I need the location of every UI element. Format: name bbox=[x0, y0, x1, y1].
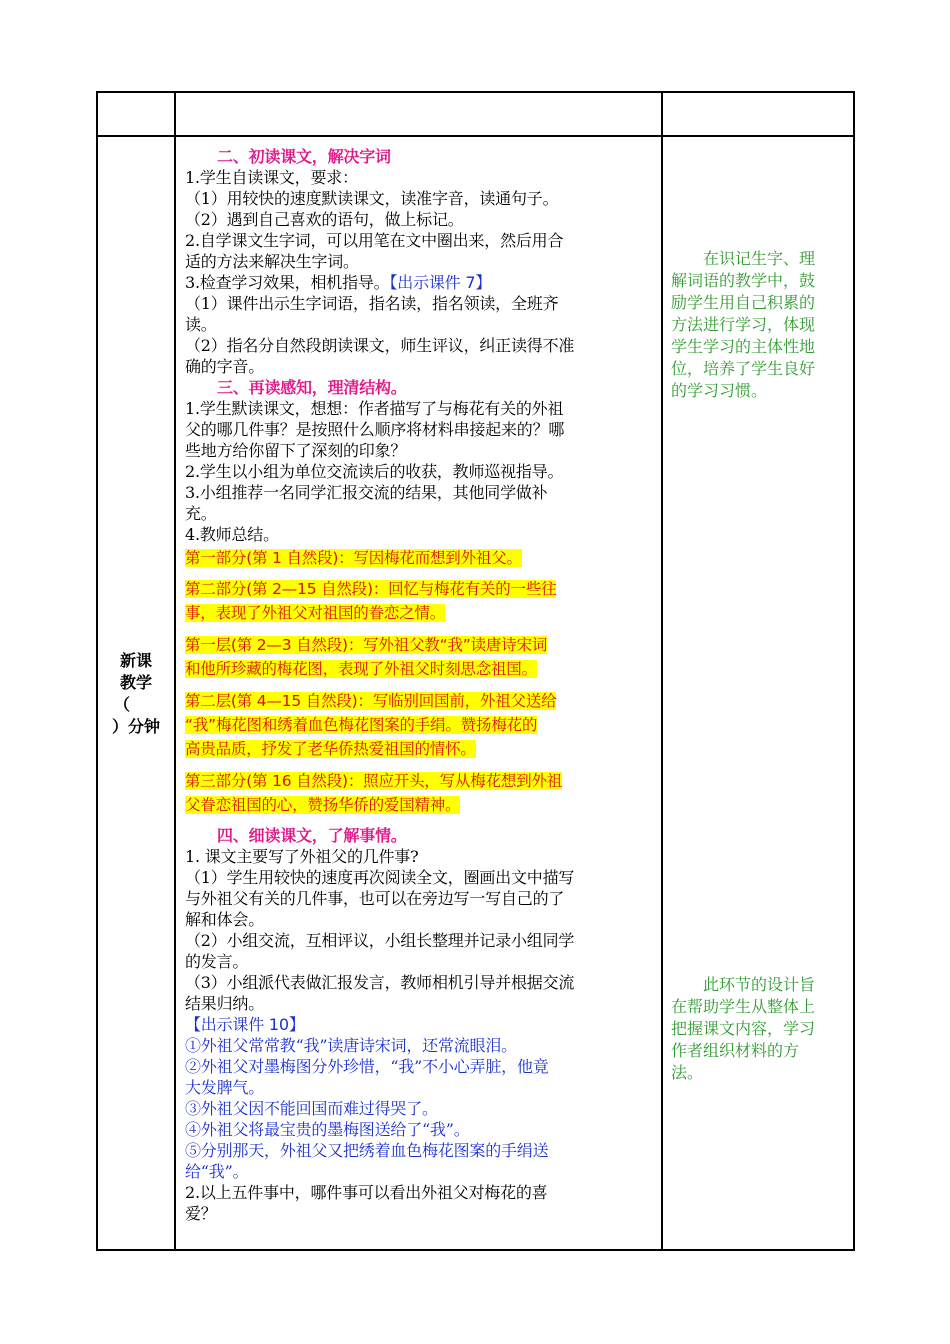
content-line: 些地方给你留下了深刻的印象？ bbox=[185, 441, 407, 460]
structure-part-1 bbox=[185, 547, 660, 569]
content-line: （1）课件出示生字词语，指名读，指名领读，全班齐 bbox=[185, 294, 559, 313]
event-item: ②外祖父对墨梅图分外珍惜，“我”不小心弄脏，他竟 bbox=[185, 1057, 549, 1076]
section-heading-3: 三、再读感知，理清结构。 bbox=[217, 378, 407, 397]
content-line: 读。 bbox=[185, 315, 217, 334]
row-label-line: 教学 bbox=[119, 673, 152, 692]
highlight-text: 第二部分(第 2—15 自然段)：回忆与梅花有关的一些往 bbox=[185, 580, 557, 598]
content-line: （2）指名分自然段朗读课文，师生评议，纠正读得不准 bbox=[185, 336, 575, 355]
content-line: （3）小组派代表做汇报发言，教师相机引导并根据交流 bbox=[185, 973, 575, 992]
content-line: （1）用较快的速度默读课文，读准字音，读通句子。 bbox=[185, 189, 559, 208]
note-line: 作者组织材料的方 bbox=[671, 1041, 800, 1060]
content-line: 1.学生默读课文，想想：作者描写了与梅花有关的外祖 bbox=[185, 399, 564, 418]
structure-layer-2 bbox=[185, 689, 660, 761]
note-line: 方法进行学习，体现 bbox=[671, 315, 816, 334]
content-line: 2.学生以小组为单位交流读后的收获，教师巡视指导。 bbox=[185, 462, 564, 481]
row-label-new-lesson bbox=[98, 650, 174, 738]
highlight-text: 第一部分(第 1 自然段)：写因梅花而想到外祖父。 bbox=[185, 549, 522, 567]
content-line bbox=[185, 272, 660, 293]
highlight-text: 第三部分(第 16 自然段)：照应开头，写从梅花想到外祖 bbox=[185, 772, 563, 790]
note-line: 在识记生字、理 bbox=[703, 249, 816, 268]
event-item: 大发脾气。 bbox=[185, 1078, 265, 1097]
note-line: 励学生用自己积累的 bbox=[671, 293, 816, 312]
event-item: ③外祖父因不能回国而难过得哭了。 bbox=[185, 1099, 438, 1118]
event-item: ④外祖父将最宝贵的墨梅图送给了“我”。 bbox=[185, 1120, 470, 1139]
content-line: 爱？ bbox=[185, 1204, 217, 1223]
table-row-divider bbox=[96, 135, 855, 137]
event-item: ①外祖父常常教“我”读唐诗宋词，还常流眼泪。 bbox=[185, 1036, 517, 1055]
structure-part-2 bbox=[185, 577, 660, 625]
note-line: 此环节的设计旨 bbox=[703, 975, 816, 994]
highlight-text: 第一层(第 2—3 自然段)：写外祖父教“我”读唐诗宋词 bbox=[185, 636, 548, 654]
note-line: 把握课文内容，学习 bbox=[671, 1019, 816, 1038]
note-line: 学生学习的主体性地 bbox=[671, 337, 816, 356]
row-label-line: 新课 bbox=[119, 651, 152, 670]
content-line: 与外祖父有关的几件事，也可以在旁边写一写自己的了 bbox=[185, 889, 565, 908]
structure-part-3 bbox=[185, 769, 660, 817]
content-line: 1.学生自读课文，要求： bbox=[185, 168, 358, 187]
content-line: 结果归纳。 bbox=[185, 994, 265, 1013]
content-line: 适的方法来解决生字词。 bbox=[185, 252, 359, 271]
note-line: 解词语的教学中，鼓 bbox=[671, 271, 816, 290]
highlight-text: 高贵品质，抒发了老华侨热爱祖国的情怀。 bbox=[185, 740, 476, 758]
content-line: 4.教师总结。 bbox=[185, 525, 279, 544]
table-border-top bbox=[96, 91, 855, 93]
section-heading-4: 四、细读课文，了解事情。 bbox=[217, 826, 407, 845]
design-note-2 bbox=[671, 974, 843, 1084]
note-line: 的学习习惯。 bbox=[671, 381, 768, 400]
courseware-tag-7: 【出示课件 7】 bbox=[389, 273, 492, 292]
table-column-divider-1 bbox=[174, 91, 176, 1251]
highlight-text: 和他所珍藏的梅花图，表现了外祖父时刻思念祖国。 bbox=[185, 660, 537, 678]
content-line: （2）遇到自己喜欢的语句，做上标记。 bbox=[185, 210, 464, 229]
content-text: 3.检查学习效果，相机指导。 bbox=[185, 273, 390, 292]
content-line: 充。 bbox=[185, 504, 217, 523]
content-line: 3.小组推荐一名同学汇报交流的结果，其他同学做补 bbox=[185, 483, 548, 502]
table-border-bottom bbox=[96, 1249, 855, 1251]
highlight-text: “我”梅花图和绣着血色梅花图案的手绢。赞扬梅花的 bbox=[185, 716, 538, 734]
content-line: 1. 课文主要写了外祖父的几件事? bbox=[185, 847, 419, 866]
content-line: 确的字音。 bbox=[185, 357, 265, 376]
section-heading-2: 二、初读课文，解决字词 bbox=[217, 147, 391, 166]
courseware-tag-10: 【出示课件 10】 bbox=[185, 1015, 305, 1034]
note-line: 在帮助学生从整体上 bbox=[671, 997, 816, 1016]
content-line: 父的哪几件事？是按照什么顺序将材料串接起来的？哪 bbox=[185, 420, 565, 439]
row-label-line: （ bbox=[114, 695, 131, 714]
highlight-text: 父眷恋祖国的心，赞扬华侨的爱国精神。 bbox=[185, 796, 461, 814]
teaching-content bbox=[185, 146, 660, 1224]
event-item: ⑤分别那天，外祖父又把绣着血色梅花图案的手绢送 bbox=[185, 1141, 549, 1160]
content-line: （2）小组交流，互相评议，小组长整理并记录小组同学 bbox=[185, 931, 575, 950]
table-border-right bbox=[853, 91, 855, 1251]
note-line: 位，培养了学生良好 bbox=[671, 359, 816, 378]
highlight-text: 第二层(第 4—15 自然段)：写临别回国前，外祖父送给 bbox=[185, 692, 557, 710]
event-item: 给“我”。 bbox=[185, 1162, 249, 1181]
content-line: 的发言。 bbox=[185, 952, 249, 971]
content-line: 2.自学课文生字词，可以用笔在文中圈出来，然后用合 bbox=[185, 231, 564, 250]
content-line: （1）学生用较快的速度再次阅读全文，圈画出文中描写 bbox=[185, 868, 575, 887]
structure-layer-1 bbox=[185, 633, 660, 681]
content-line: 解和体会。 bbox=[185, 910, 265, 929]
design-note-1 bbox=[671, 248, 843, 402]
note-line: 法。 bbox=[671, 1063, 704, 1082]
content-line: 2.以上五件事中，哪件事可以看出外祖父对梅花的喜 bbox=[185, 1183, 548, 1202]
highlight-text: 事，表现了外祖父对祖国的眷恋之情。 bbox=[185, 604, 446, 622]
table-column-divider-2 bbox=[661, 91, 663, 1251]
row-label-line: ）分钟 bbox=[111, 717, 160, 736]
